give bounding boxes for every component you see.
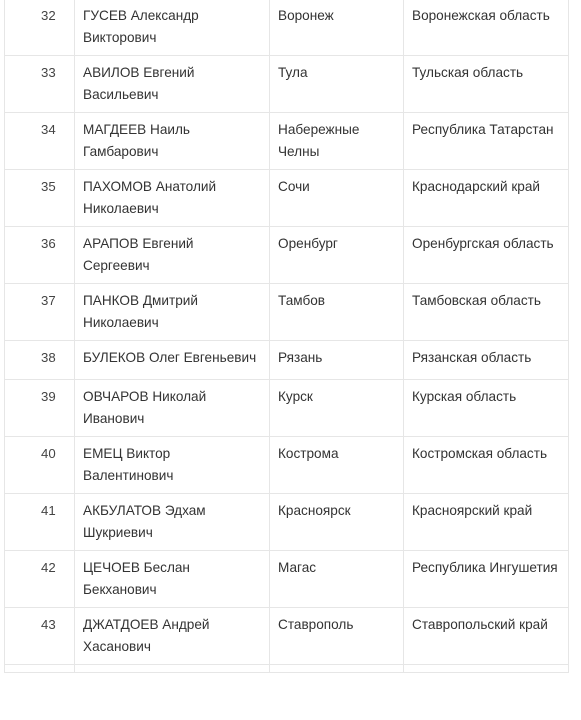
region-name: Краснодарский край [404, 170, 569, 227]
person-name: АРАПОВ Евгений Сергеевич [75, 227, 270, 284]
region-name: Рязанская область [404, 341, 569, 380]
person-name: ЦЕЧОЕВ Беслан Бекханович [75, 551, 270, 608]
mayors-table [4, 0, 569, 673]
row-number: 33 [5, 56, 75, 113]
table-row [5, 0, 569, 56]
city-name: Красноярск [270, 494, 404, 551]
empty-cell [404, 665, 569, 673]
table-row [5, 341, 569, 380]
table-row [5, 113, 569, 170]
city-name: Тула [270, 56, 404, 113]
empty-cell [270, 665, 404, 673]
table-body [5, 0, 569, 673]
table-row [5, 608, 569, 665]
person-name: МАГДЕЕВ Наиль Гамбарович [75, 113, 270, 170]
person-name: ПАХОМОВ Анатолий Николаевич [75, 170, 270, 227]
person-name: АКБУЛАТОВ Эдхам Шукриевич [75, 494, 270, 551]
region-name: Костромская область [404, 437, 569, 494]
person-name: ОВЧАРОВ Николай Иванович [75, 380, 270, 437]
city-name: Кострома [270, 437, 404, 494]
city-name: Магас [270, 551, 404, 608]
table-row [5, 170, 569, 227]
row-number: 34 [5, 113, 75, 170]
table-row [5, 227, 569, 284]
city-name: Тамбов [270, 284, 404, 341]
empty-cell [75, 665, 270, 673]
region-name: Тамбовская область [404, 284, 569, 341]
row-number: 41 [5, 494, 75, 551]
table-row [5, 551, 569, 608]
table-row [5, 494, 569, 551]
region-name: Тульская область [404, 56, 569, 113]
row-number: 42 [5, 551, 75, 608]
person-name: ЕМЕЦ Виктор Валентинович [75, 437, 270, 494]
region-name: Красноярский край [404, 494, 569, 551]
person-name: ПАНКОВ Дмитрий Николаевич [75, 284, 270, 341]
person-name: ГУСЕВ Александр Викторович [75, 0, 270, 56]
city-name: Рязань [270, 341, 404, 380]
table-row [5, 284, 569, 341]
row-number: 36 [5, 227, 75, 284]
row-number: 43 [5, 608, 75, 665]
person-name: ДЖАТДОЕВ Андрей Хасанович [75, 608, 270, 665]
region-name: Воронежская область [404, 0, 569, 56]
empty-cell [5, 665, 75, 673]
mayors-table-container [4, 0, 568, 673]
table-row [5, 56, 569, 113]
region-name: Республика Татарстан [404, 113, 569, 170]
row-number: 40 [5, 437, 75, 494]
table-row [5, 380, 569, 437]
row-number: 39 [5, 380, 75, 437]
row-number: 32 [5, 0, 75, 56]
city-name: Оренбург [270, 227, 404, 284]
city-name: Воронеж [270, 0, 404, 56]
region-name: Республика Ингушетия [404, 551, 569, 608]
city-name: Набережные Челны [270, 113, 404, 170]
person-name: БУЛЕКОВ Олег Евгеньевич [75, 341, 270, 380]
city-name: Курск [270, 380, 404, 437]
region-name: Оренбургская область [404, 227, 569, 284]
region-name: Курская область [404, 380, 569, 437]
row-number: 38 [5, 341, 75, 380]
city-name: Ставрополь [270, 608, 404, 665]
table-row [5, 437, 569, 494]
person-name: АВИЛОВ Евгений Васильевич [75, 56, 270, 113]
row-number: 35 [5, 170, 75, 227]
region-name: Ставропольский край [404, 608, 569, 665]
city-name: Сочи [270, 170, 404, 227]
row-number: 37 [5, 284, 75, 341]
table-row-partial [5, 665, 569, 673]
